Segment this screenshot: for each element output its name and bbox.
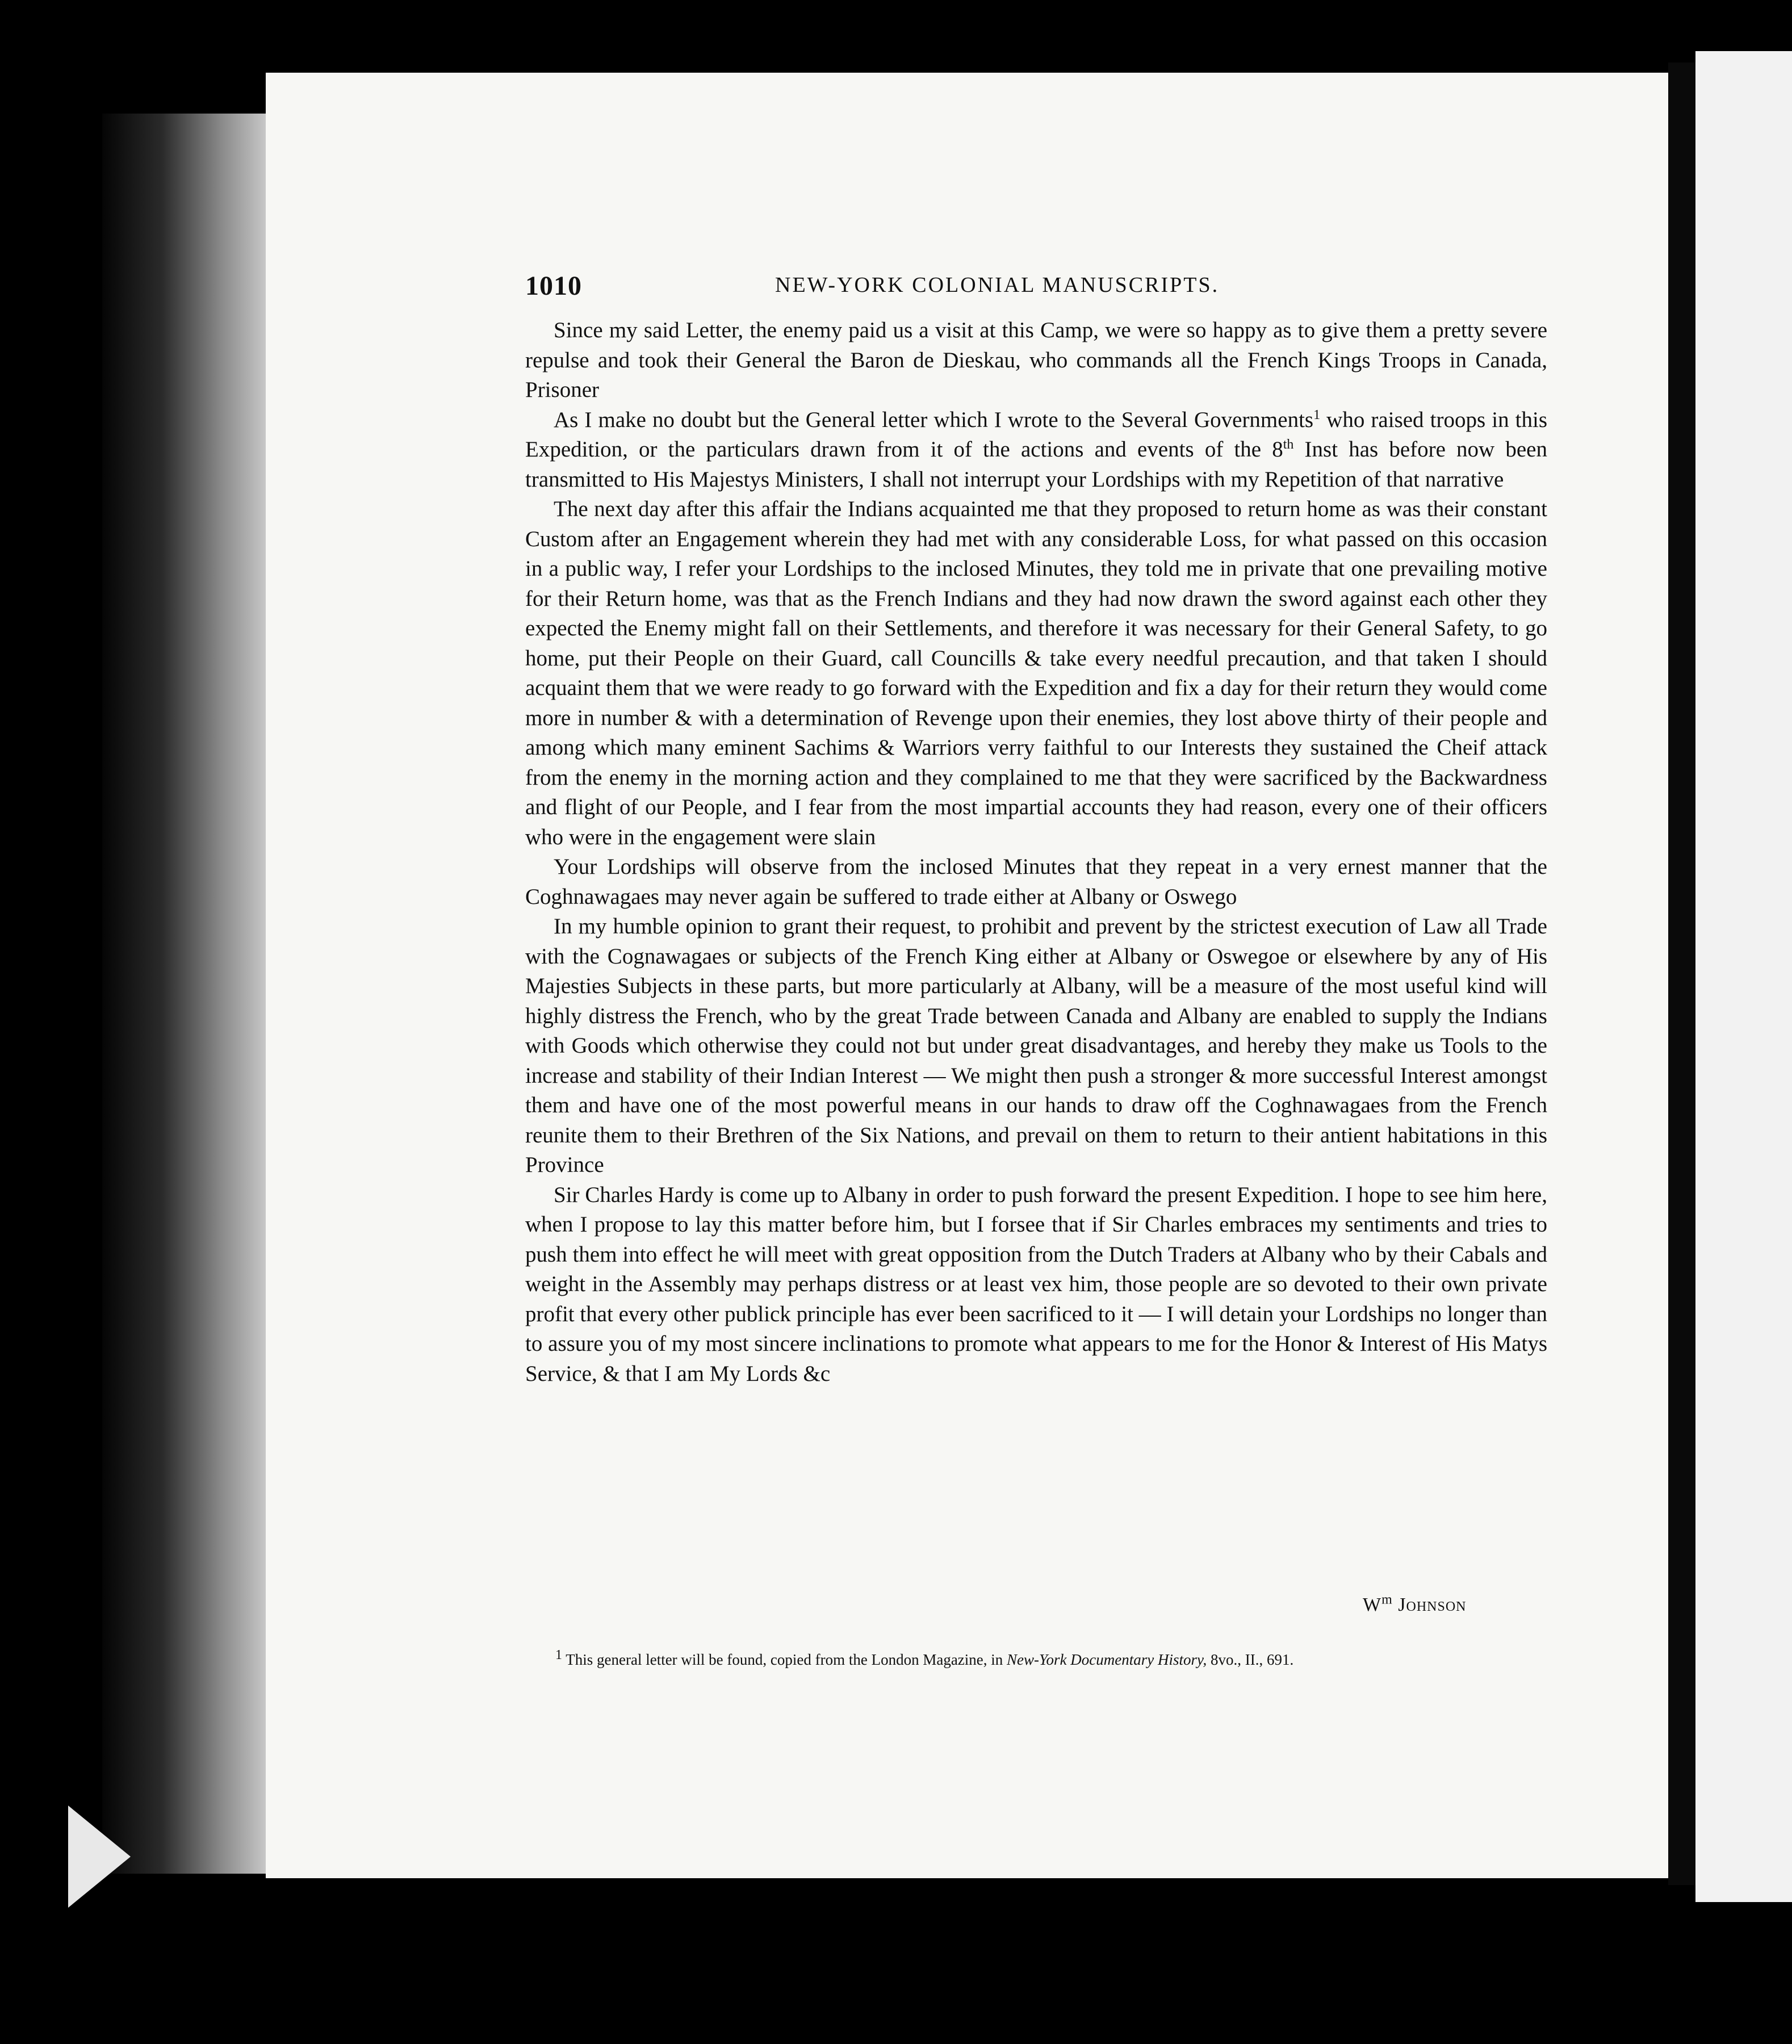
paragraph-2-text-b: who raised troops in this Expedition, or the particulars drawn from it of the actions and events of the 8 xyxy=(525,407,1547,462)
footnote-text-b: 8vo., II., 691. xyxy=(1207,1651,1294,1668)
page-number: 1010 xyxy=(525,271,582,301)
footnote-reference: 1 xyxy=(1313,407,1321,422)
footnote-italic-title: New-York Documentary History, xyxy=(1007,1651,1207,1668)
signature-prefix: W xyxy=(1363,1594,1382,1615)
ordinal-suffix: th xyxy=(1283,437,1294,452)
facing-page-sliver xyxy=(1695,51,1792,1902)
running-head xyxy=(525,270,1661,310)
paragraph-2-text-a: As I make no doubt but the General letter which I wrote to the Several Governments xyxy=(554,407,1314,432)
paragraph-2 xyxy=(525,405,1547,495)
footnote xyxy=(555,1648,1543,1669)
paragraph-1: Since my said Letter, the enemy paid us a visit at this Camp, we were so happy as to give them a pretty severe repulse and took their General the Baron de Dieskau, who commands all the French Kings Troops in Canada, Prisoner xyxy=(525,318,1547,402)
paragraph-3: The next day after this affair the Indians acquainted me that they proposed to return home as was their constant Custom after an Engagement wherein they had met with any considerable Loss, for what passed on this occasion in a public way, I refer your Lordships to the inclosed Minutes, they told me in private that one prevailing motive for their Return home, was that as the French Indians and they had now drawn the sword against each other they expected the Enemy might fall on their Settlements, and therefore it was necessary for their General Safety, to go home, put their People on their Guard, call Councills & take every needful precaution, and that taken I should acquaint them that we were ready to go forward with the Expedition and fix a day for their return they would come more in number & with a determination of Revenge upon their enemies, they lost above thirty of their people and among which many eminent Sachims & Warriors verry faithful to our Interests they sustained the Cheif attack from the enemy in the morning action and they complained to me that they were sacrificed by the Backwardness and flight of our People, and I fear from the most impartial accounts they had reason, every one of their officers who were in the engagement were slain xyxy=(525,497,1547,849)
paragraph-6: Sir Charles Hardy is come up to Albany in order to push forward the present Expedition. I hope to see him here, when I propose to lay this matter before him, but I forsee that if Sir Charles embraces my sentiments and tries to push them into effect he will meet with great opposition from the Dutch Traders at Albany who by their Cabals and weight in the Assembly may perhaps distress or at least vex him, those people are so devoted to their own private profit that every other publick principle has ever been sacrificed to it — I will detain your Lordships no longer than to assure you of my most sincere inclinations to promote what appears to me for the Honor & Interest of His Matys Service, & that I am My Lords &c xyxy=(525,1182,1547,1386)
letter-body xyxy=(525,316,1547,1389)
signature-sup: m xyxy=(1381,1592,1393,1607)
paragraph-5: In my humble opinion to grant their request, to prohibit and prevent by the strictest execution of Law all Trade with the Cognawagaes or subjects of the French King either at Albany or Oswegoe or elsewhere by any of His Majesties Subjects in these parts, but more particularly at Albany, will be a measure of the most useful kind will highly distress the French, who by the great Trade between Canada and Albany are enabled to supply the Indians with Goods which otherwise they could not but under great disadvantages, and hereby they make us Tools to the increase and stability of their Indian Interest — We might then push a stronger & more successful Interest amongst them and have one of the most powerful means in our hands to draw off the Coghnawagaes from the French reunite them to their Brethren of the Six Nations, and prevail on them to return to their antient habitations in this Province xyxy=(525,914,1547,1177)
page-corner-fold xyxy=(68,1806,131,1908)
signature xyxy=(1363,1594,1467,1616)
signature-name: Johnson xyxy=(1398,1594,1467,1615)
running-title: NEW-YORK COLONIAL MANUSCRIPTS. xyxy=(775,273,1220,297)
footnote-marker: 1 xyxy=(555,1648,562,1662)
footnote-text-a: This general letter will be found, copied from the London Magazine, in xyxy=(562,1651,1007,1668)
book-gutter-shadow xyxy=(102,114,273,1874)
paragraph-2-text-c: Inst has before now been transmitted to His Majestys Ministers, I shall not interrupt your Lordships with my Repetition of that narrative xyxy=(525,437,1547,492)
paragraph-4: Your Lordships will observe from the inclosed Minutes that they repeat in a very ernest manner that the Coghnawagaes may never again be suffered to trade either at Albany or Oswego xyxy=(525,855,1547,909)
facing-page-edge-shadow xyxy=(1668,62,1695,1885)
